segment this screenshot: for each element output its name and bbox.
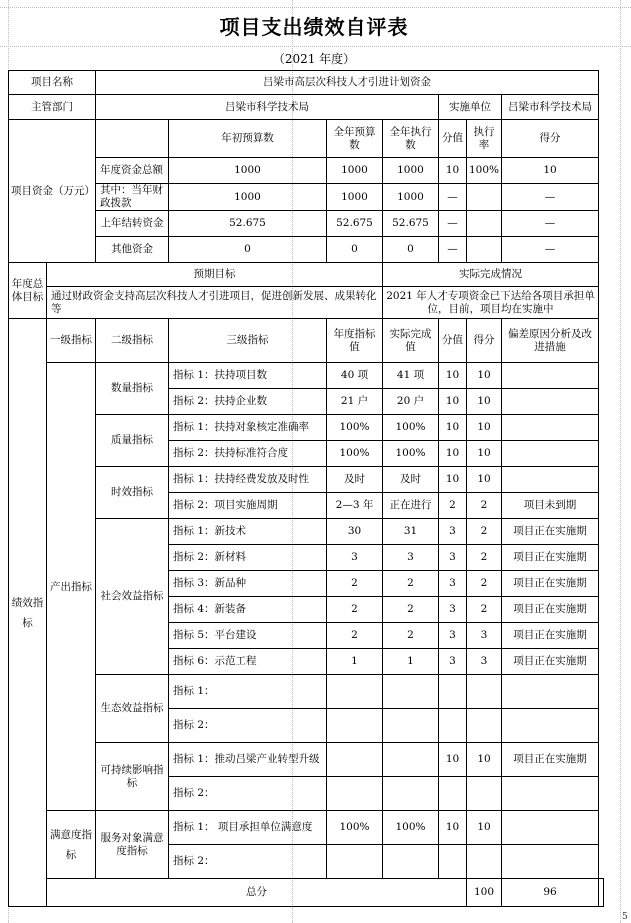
indicator-actual: 3 [383,545,439,571]
indicator-score [467,709,502,743]
funds-row-rate [467,211,502,237]
indicator-score: 10 [467,743,502,777]
actual-completion-header: 实际完成情况 [383,263,599,287]
funds-row-initial: 0 [169,237,327,263]
indicator-score [467,675,502,709]
indicator-score: 10 [467,467,502,493]
perf-header-score-value: 分值 [439,319,467,363]
indicator-remark: 项目正在实施期 [502,597,599,623]
indicator-score: 2 [467,519,502,545]
funds-row-initial: 1000 [169,158,327,184]
indicator-score-value: 3 [439,571,467,597]
indicator-remark: 项目正在实施期 [502,743,599,777]
indicator-score-value: 3 [439,545,467,571]
funds-row-score: — [502,237,599,263]
funds-row-executed: 52.675 [383,211,439,237]
indicator-name: 指标 2： [169,845,327,879]
indicator-remark [502,389,599,415]
funds-row-rate [467,184,502,211]
indicator-remark: 项目正在实施期 [502,649,599,675]
sustainable-impact-indicator-label: 可持续影响指标 [96,743,169,811]
page-title: 项目支出绩效自评表 [219,14,409,39]
annual-goal-label: 年度总体目标 [9,263,47,319]
indicator-score [467,845,502,879]
indicator-remark [502,441,599,467]
funds-row-label: 其他资金 [96,237,169,263]
indicator-name: 指标 1：扶持项目数 [169,363,327,389]
indicator-score-value: 10 [439,467,467,493]
indicator-remark [502,811,599,845]
actual-completion-text: 2021 年人才专项资金已下达给各项目承担单位，目前，项目均在实施中 [383,287,599,319]
indicator-target: 2 [327,623,383,649]
funds-row-score: 10 [502,158,599,184]
indicator-score-value: 2 [439,493,467,519]
evaluation-table [8,70,604,907]
indicator-score-value: 10 [439,811,467,845]
funds-row-label: 年度资金总额 [96,158,169,184]
indicator-score-value: 3 [439,649,467,675]
funds-row-executed: 1000 [383,184,439,211]
indicator-name: 指标 2： [169,777,327,811]
indicator-target: 2—3 年 [327,493,383,519]
funds-header-initial: 年初预算数 [169,120,327,158]
indicator-score: 2 [467,545,502,571]
social-benefit-indicator-label: 社会效益指标 [96,519,169,675]
grid-line [0,46,631,47]
indicator-name: 指标 1：扶持经费发放及时性 [169,467,327,493]
impl-unit-value: 吕梁市科学技术局 [502,95,599,120]
expected-goal-text: 通过财政资金支持高层次科技人才引进项目，促进创新发展、成果转化等 [47,287,383,319]
total-score: 96 [502,879,599,907]
indicator-remark: 项目正在实施期 [502,545,599,571]
grid-line [620,0,621,923]
indicator-actual: 正在进行 [383,493,439,519]
funds-row-annual: 52.675 [327,211,383,237]
perf-header-actual: 实际完成值 [383,319,439,363]
indicator-score: 10 [467,363,502,389]
indicator-actual: 2 [383,571,439,597]
page-number: 5 [622,912,628,922]
indicator-remark [502,415,599,441]
funds-header-rate: 执行率 [467,120,502,158]
funds-header-annual: 全年预算数 [327,120,383,158]
indicator-name: 指标 1： 项目承担单位满意度 [169,811,327,845]
funds-label: 项目资金（万元） [9,120,96,263]
project-name: 吕梁市高层次科技人才引进计划资金 [96,71,599,95]
funds-row-annual: 0 [327,237,383,263]
total-remark [599,879,604,907]
funds-header-blank [96,120,169,158]
dept-label: 主管部门 [9,95,96,120]
funds-row-score: — [502,211,599,237]
indicator-score-value: 10 [439,441,467,467]
indicator-score-value: 10 [439,743,467,777]
total-label: 总分 [47,879,467,907]
indicator-actual: 100% [383,441,439,467]
indicator-score-value [439,777,467,811]
dept-value: 吕梁市科学技术局 [96,95,439,120]
eco-benefit-indicator-label: 生态效益指标 [96,675,169,743]
indicator-score: 10 [467,389,502,415]
perf-header-level1: 一级指标 [47,319,96,363]
indicator-name: 指标 1： [169,675,327,709]
indicator-name: 指标 6：示范工程 [169,649,327,675]
indicator-actual [383,777,439,811]
perf-header-target: 年度指标值 [327,319,383,363]
funds-row-score-value: — [439,184,467,211]
indicator-actual: 及时 [383,467,439,493]
indicator-target [327,675,383,709]
indicator-target: 2 [327,571,383,597]
indicator-remark [502,709,599,743]
indicator-score-value: 3 [439,519,467,545]
indicator-remark: 项目正在实施期 [502,519,599,545]
indicator-name: 指标 5：平台建设 [169,623,327,649]
impl-unit-label: 实施单位 [439,95,502,120]
indicator-target [327,709,383,743]
indicator-remark: 项目正在实施期 [502,571,599,597]
funds-row-annual: 1000 [327,184,383,211]
funds-row-executed: 0 [383,237,439,263]
indicator-score: 10 [467,441,502,467]
indicator-actual: 41 项 [383,363,439,389]
indicator-actual [383,845,439,879]
indicator-target: 30 [327,519,383,545]
perf-header-remark: 偏差原因分析及改进措施 [502,319,599,363]
indicator-actual [383,709,439,743]
indicator-target: 2 [327,597,383,623]
indicator-name: 指标 2：项目实施周期 [169,493,327,519]
funds-row-rate: 100% [467,158,502,184]
indicator-score-value: 3 [439,597,467,623]
perf-header-level2: 二级指标 [96,319,169,363]
perf-header-score: 得分 [467,319,502,363]
indicator-name: 指标 1：扶持对象核定准确率 [169,415,327,441]
indicator-remark: 项目未到期 [502,493,599,519]
indicator-score: 10 [467,415,502,441]
funds-row-initial: 1000 [169,184,327,211]
funds-row-score-value: — [439,211,467,237]
indicator-name: 指标 2： [169,709,327,743]
indicator-actual: 2 [383,597,439,623]
indicator-name: 指标 1：推动吕梁产业转型升级 [169,743,327,777]
indicator-score: 10 [467,811,502,845]
indicator-actual [383,743,439,777]
total-score-value: 100 [467,879,502,907]
indicator-remark [502,675,599,709]
indicator-score-value [439,675,467,709]
satisfaction-indicator-label: 满意度指标 [47,811,96,879]
output-indicator-label: 产出指标 [47,363,96,811]
indicator-target [327,743,383,777]
indicator-score: 2 [467,597,502,623]
indicator-name: 指标 2：新材料 [169,545,327,571]
indicator-score-value: 10 [439,415,467,441]
service-satisfaction-indicator-label: 服务对象满意度指标 [96,811,169,879]
indicator-score-value [439,845,467,879]
funds-row-label: 上年结转资金 [96,211,169,237]
indicator-actual: 1 [383,649,439,675]
indicator-actual: 2 [383,623,439,649]
perf-header-level3: 三级指标 [169,319,327,363]
indicator-actual [383,675,439,709]
funds-row-rate [467,237,502,263]
indicator-target: 40 项 [327,363,383,389]
indicator-target: 1 [327,649,383,675]
indicator-score-value: 3 [439,623,467,649]
indicator-score: 2 [467,571,502,597]
timeliness-indicator-label: 时效指标 [96,467,169,519]
indicator-name: 指标 4：新装备 [169,597,327,623]
funds-row-executed: 1000 [383,158,439,184]
funds-row-initial: 52.675 [169,211,327,237]
funds-row-annual: 1000 [327,158,383,184]
indicator-target [327,777,383,811]
indicator-actual: 20 户 [383,389,439,415]
indicator-name: 指标 2：扶持企业数 [169,389,327,415]
indicator-remark [502,777,599,811]
indicator-remark: 项目正在实施期 [502,623,599,649]
funds-header-score-value: 分值 [439,120,467,158]
indicator-score: 3 [467,649,502,675]
indicator-name: 指标 1：新技术 [169,519,327,545]
indicator-score [467,777,502,811]
funds-header-score: 得分 [502,120,599,158]
funds-row-label: 其中：当年财政拨款 [96,184,169,211]
indicator-score-value [439,709,467,743]
indicator-actual: 100% [383,811,439,845]
project-name-label: 项目名称 [9,71,96,95]
indicator-remark [502,845,599,879]
indicator-score: 2 [467,493,502,519]
indicator-target: 及时 [327,467,383,493]
funds-row-score: — [502,184,599,211]
indicator-score-value: 10 [439,363,467,389]
funds-row-score-value: 10 [439,158,467,184]
indicator-target: 100% [327,811,383,845]
performance-label: 绩效指标 [9,319,47,907]
indicator-score-value: 10 [439,389,467,415]
indicator-score: 3 [467,623,502,649]
indicator-name: 指标 3：新品种 [169,571,327,597]
report-year: （2021 年度） [272,51,356,66]
indicator-target: 100% [327,441,383,467]
indicator-target [327,845,383,879]
indicator-remark [502,467,599,493]
indicator-actual: 100% [383,415,439,441]
funds-header-executed: 全年执行数 [383,120,439,158]
indicator-target: 100% [327,415,383,441]
funds-row-score-value: — [439,237,467,263]
indicator-target: 21 户 [327,389,383,415]
indicator-target: 3 [327,545,383,571]
expected-goal-header: 预期目标 [47,263,383,287]
quality-indicator-label: 质量指标 [96,415,169,467]
indicator-name: 指标 2：扶持标准符合度 [169,441,327,467]
indicator-actual: 31 [383,519,439,545]
quantity-indicator-label: 数量指标 [96,363,169,415]
indicator-remark [502,363,599,389]
